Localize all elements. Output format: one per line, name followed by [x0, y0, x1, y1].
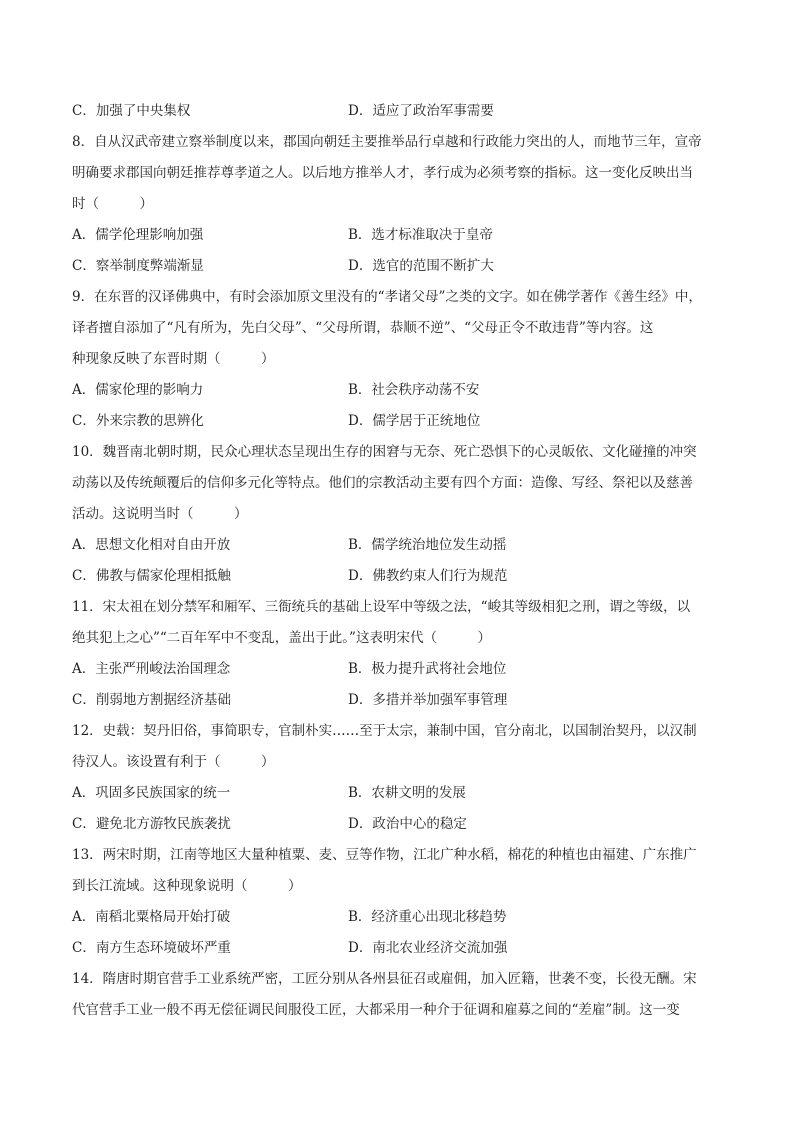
options-row	[72, 530, 722, 561]
option-d[interactable]: D．多措并举加强军事管理	[348, 692, 508, 708]
question-stem-line: 译者擅自添加了“凡有所为，先白父母”、“父母所谓，恭顺不逆”、“父母正令不敢违背”等内容。这	[72, 320, 654, 336]
question-stem-line: 8．自从汉武帝建立察举制度以来，郡国向朝廷主要推举品行卓越和行政能力突出的人，而地节三年，宣帝	[72, 134, 702, 150]
question-12	[72, 716, 722, 840]
exam-page	[72, 96, 722, 1026]
question-stem-line: 待汉人。该设置有利于（ ）	[72, 754, 275, 770]
question-stem-line: 动荡以及传统颠覆后的信仰多元化等特点。他们的宗教活动主要有四个方面：造像、写经、祭祀以及慈善	[72, 475, 693, 491]
question-14	[72, 964, 722, 1026]
option-c[interactable]: C．外来宗教的思辨化	[72, 413, 204, 429]
question-stem-line: 明确要求郡国向朝廷推荐尊孝道之人。以后地方推举人才，孝行成为必须考察的指标。这一变化反映出当	[72, 165, 693, 181]
question-stem-line: 绝其犯上之心”“二百年军中不变乱，盖出于此。”这表明宋代（ ）	[72, 630, 491, 646]
option-b[interactable]: B．农耕文明的发展	[348, 785, 466, 801]
question-stem-line: 代官营手工业一般不再无偿征调民间服役工匠，大都采用一种介于征调和雇募之间的“差雇”制。这一变	[72, 1002, 680, 1018]
options-row	[72, 809, 722, 840]
option-d[interactable]: D．选官的范围不断扩大	[348, 258, 494, 274]
option-c[interactable]: C．避免北方游牧民族袭扰	[72, 816, 231, 832]
options-row	[72, 654, 722, 685]
question-stem-line: 14．隋唐时期官营手工业系统严密，工匠分别从各州县征召或雇佣，加入匠籍，世袭不变，长役无酬。宋	[72, 971, 697, 987]
option-b[interactable]: B．极力提升武将社会地位	[348, 661, 507, 677]
options-row	[72, 685, 722, 716]
option-b[interactable]: B．儒学统治地位发生动摇	[348, 537, 507, 553]
option-a[interactable]: A．思想文化相对自由开放	[72, 537, 231, 553]
question-stem-line: 10．魏晋南北朝时期，民众心理状态呈现出生存的困窘与无奈、死亡恐惧下的心灵皈依、文化碰撞的冲突	[72, 444, 697, 460]
options-row	[72, 902, 722, 933]
options-row	[72, 220, 722, 251]
question-stem-line: 时（ ）	[72, 196, 153, 212]
options-row	[72, 933, 722, 964]
options-row	[72, 251, 722, 282]
question-8	[72, 127, 722, 282]
option-a[interactable]: A．主张严刑峻法治国理念	[72, 661, 231, 677]
option-b[interactable]: B．选才标准取决于皇帝	[348, 227, 493, 243]
option-c[interactable]: C．加强了中央集权	[72, 103, 191, 119]
option-b[interactable]: B．经济重心出现北移趋势	[348, 909, 507, 925]
question-stem-line: 12．史载：契丹旧俗，事简职专，官制朴实……至于太宗，兼制中国，官分南北，以国制治契丹，以汉制	[72, 723, 697, 739]
option-d[interactable]: D．适应了政治军事需要	[348, 103, 494, 119]
question-13	[72, 840, 722, 964]
options-row	[72, 375, 722, 406]
question-stem-line: 9．在东晋的汉译佛典中，有时会添加原文里没有的“孝诸父母”之类的文字。如在佛学著作《善生经》中，	[72, 289, 702, 305]
options-row	[72, 778, 722, 809]
question-stem-line: 种现象反映了东晋时期（ ）	[72, 351, 275, 367]
option-a[interactable]: A．南稻北粟格局开始打破	[72, 909, 231, 925]
options-row	[72, 406, 722, 437]
question-10	[72, 437, 722, 592]
option-d[interactable]: D．政治中心的稳定	[348, 816, 467, 832]
options-row	[72, 561, 722, 592]
options-row	[72, 96, 722, 127]
option-c[interactable]: C．南方生态环境破坏严重	[72, 940, 231, 956]
question-stem-line: 到长江流域。这种现象说明（ ）	[72, 878, 302, 894]
option-a[interactable]: A．巩固多民族国家的统一	[72, 785, 231, 801]
option-c[interactable]: C．削弱地方割据经济基础	[72, 692, 231, 708]
option-a[interactable]: A．儒学伦理影响加强	[72, 227, 204, 243]
option-c[interactable]: C．佛教与儒家伦理相抵触	[72, 568, 231, 584]
question-stem-line: 活动。这说明当时（ ）	[72, 506, 248, 522]
option-b[interactable]: B．社会秩序动荡不安	[348, 382, 480, 398]
question-11	[72, 592, 722, 716]
option-a[interactable]: A．儒家伦理的影响力	[72, 382, 204, 398]
option-d[interactable]: D．南北农业经济交流加强	[348, 940, 508, 956]
option-c[interactable]: C．察举制度弊端渐显	[72, 258, 204, 274]
question-9	[72, 282, 722, 437]
question-stem-line: 11．宋太祖在划分禁军和厢军、三衙统兵的基础上设军中等级之法，“峻其等级相犯之刑，谓之等级，以	[72, 599, 691, 615]
question-stem-line: 13．两宋时期，江南等地区大量种植粟、麦、豆等作物，江北广种水稻，棉花的种植也由福建、广东推广	[72, 847, 697, 863]
option-d[interactable]: D．儒学居于正统地位	[348, 413, 481, 429]
option-d[interactable]: D．佛教约束人们行为规范	[348, 568, 508, 584]
